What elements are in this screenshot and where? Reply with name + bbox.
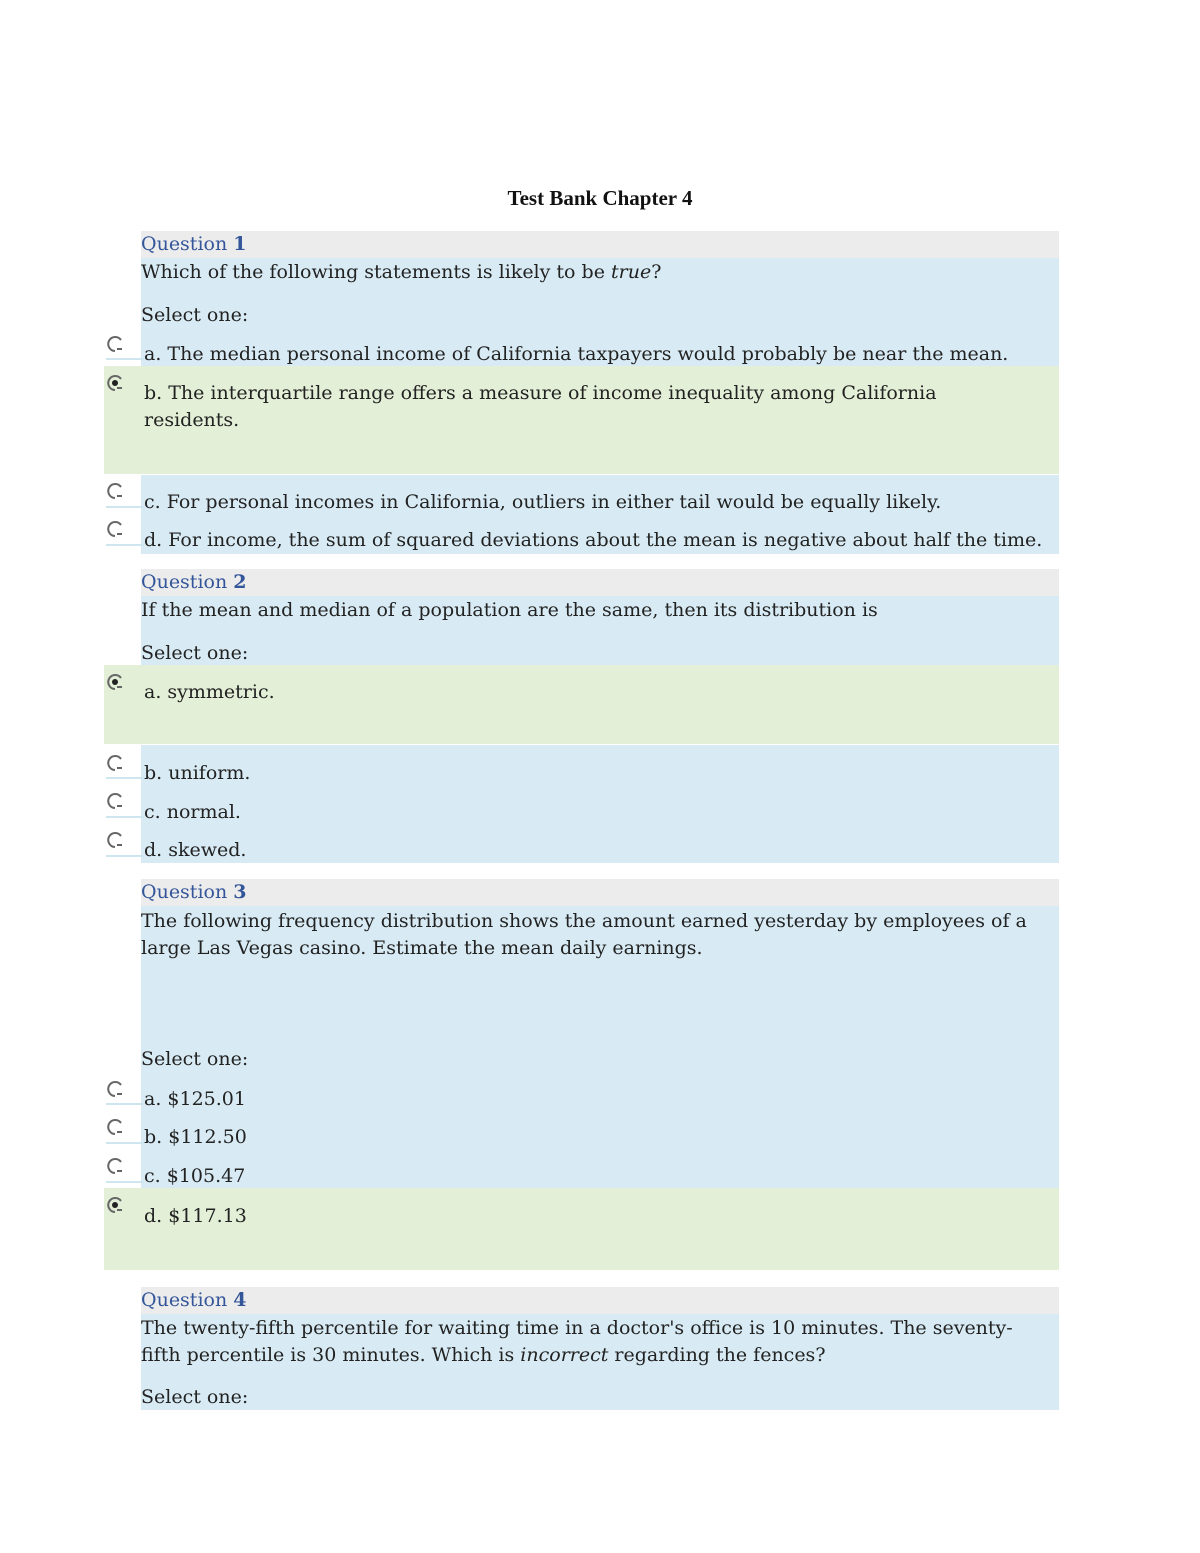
- question-1-header: [141, 231, 1059, 258]
- radio-underline: [106, 506, 144, 508]
- question-3-selected-option-band: [104, 1188, 1059, 1270]
- option-text[interactable]: d. For income, the sum of squared deviations about the mean is negative about half the time.: [144, 529, 1043, 551]
- option-text[interactable]: c. $105.47: [144, 1165, 246, 1187]
- option-radio[interactable]: [106, 1080, 124, 1098]
- option-text[interactable]: a. The median personal income of California taxpayers would probably be near the mean.: [144, 343, 1009, 365]
- option-radio[interactable]: [106, 335, 124, 353]
- radio-underline: [106, 816, 144, 818]
- radio-checked-icon: [106, 673, 124, 691]
- option-radio[interactable]: [106, 482, 124, 500]
- question-label: Question: [141, 1289, 228, 1311]
- option-radio-selected[interactable]: [106, 1196, 124, 1214]
- question-label: Question: [141, 233, 228, 255]
- radio-underline: [106, 1103, 144, 1105]
- option-text[interactable]: b. $112.50: [144, 1126, 247, 1148]
- question-number: 4: [233, 1289, 247, 1311]
- question-2-prompt: If the mean and median of a population are the same, then its distribution is: [141, 599, 878, 621]
- option-radio[interactable]: [106, 754, 124, 772]
- select-one-label: Select one:: [141, 1048, 249, 1070]
- radio-unchecked-icon: [106, 831, 124, 849]
- option-radio-selected[interactable]: [106, 673, 124, 691]
- radio-unchecked-icon: [106, 482, 124, 500]
- radio-underline: [106, 855, 144, 857]
- radio-unchecked-icon: [106, 1157, 124, 1175]
- option-radio[interactable]: [106, 1157, 124, 1175]
- question-label: Question: [141, 881, 228, 903]
- question-4-header: [141, 1287, 1059, 1314]
- question-2-options-band: [141, 745, 1059, 863]
- radio-unchecked-icon: [106, 335, 124, 353]
- radio-underline: [106, 1181, 144, 1183]
- page-title: Test Bank Chapter 4: [507, 186, 693, 210]
- option-text[interactable]: d. $117.13: [144, 1205, 247, 1227]
- question-3-prompt: The following frequency distribution shows the amount earned yesterday by employees of a large Las Vegas casino. Estimate the mean daily earnings.: [141, 910, 1027, 959]
- question-1-prompt: Which of the following statements is likely to be true?: [141, 261, 662, 283]
- radio-unchecked-icon: [106, 1080, 124, 1098]
- option-text[interactable]: b. The interquartile range offers a measure of income inequality among California residents.: [144, 382, 937, 431]
- option-text[interactable]: d. skewed.: [144, 839, 247, 861]
- radio-checked-icon: [106, 374, 124, 392]
- radio-underline: [106, 544, 144, 546]
- question-4-prompt: The twenty-fifth percentile for waiting time in a doctor's office is 10 minutes. The seventy-fifth percentile is 30 minutes. Which is incorrect regarding the fences?: [141, 1317, 1013, 1366]
- radio-unchecked-icon: [106, 520, 124, 538]
- radio-unchecked-icon: [106, 1118, 124, 1136]
- select-one-label: Select one:: [141, 304, 249, 326]
- option-radio[interactable]: [106, 831, 124, 849]
- option-text[interactable]: c. For personal incomes in California, outliers in either tail would be equally likely.: [144, 491, 942, 513]
- radio-underline: [106, 1142, 144, 1144]
- question-number: 3: [233, 881, 247, 903]
- radio-unchecked-icon: [106, 754, 124, 772]
- option-radio[interactable]: [106, 1118, 124, 1136]
- option-text[interactable]: c. normal.: [144, 801, 241, 823]
- question-number: 1: [233, 233, 247, 255]
- option-radio[interactable]: [106, 520, 124, 538]
- question-3-header: [141, 879, 1059, 906]
- question-number: 2: [233, 571, 247, 593]
- radio-unchecked-icon: [106, 792, 124, 810]
- option-radio-selected[interactable]: [106, 374, 124, 392]
- option-text[interactable]: b. uniform.: [144, 762, 251, 784]
- option-radio[interactable]: [106, 792, 124, 810]
- radio-underline: [106, 358, 144, 360]
- question-2-header: [141, 569, 1059, 596]
- radio-underline: [106, 777, 144, 779]
- question-label: Question: [141, 571, 228, 593]
- option-text[interactable]: a. symmetric.: [144, 681, 275, 703]
- select-one-label: Select one:: [141, 642, 249, 664]
- option-text[interactable]: a. $125.01: [144, 1088, 246, 1110]
- select-one-label: Select one:: [141, 1386, 249, 1408]
- radio-checked-icon: [106, 1196, 124, 1214]
